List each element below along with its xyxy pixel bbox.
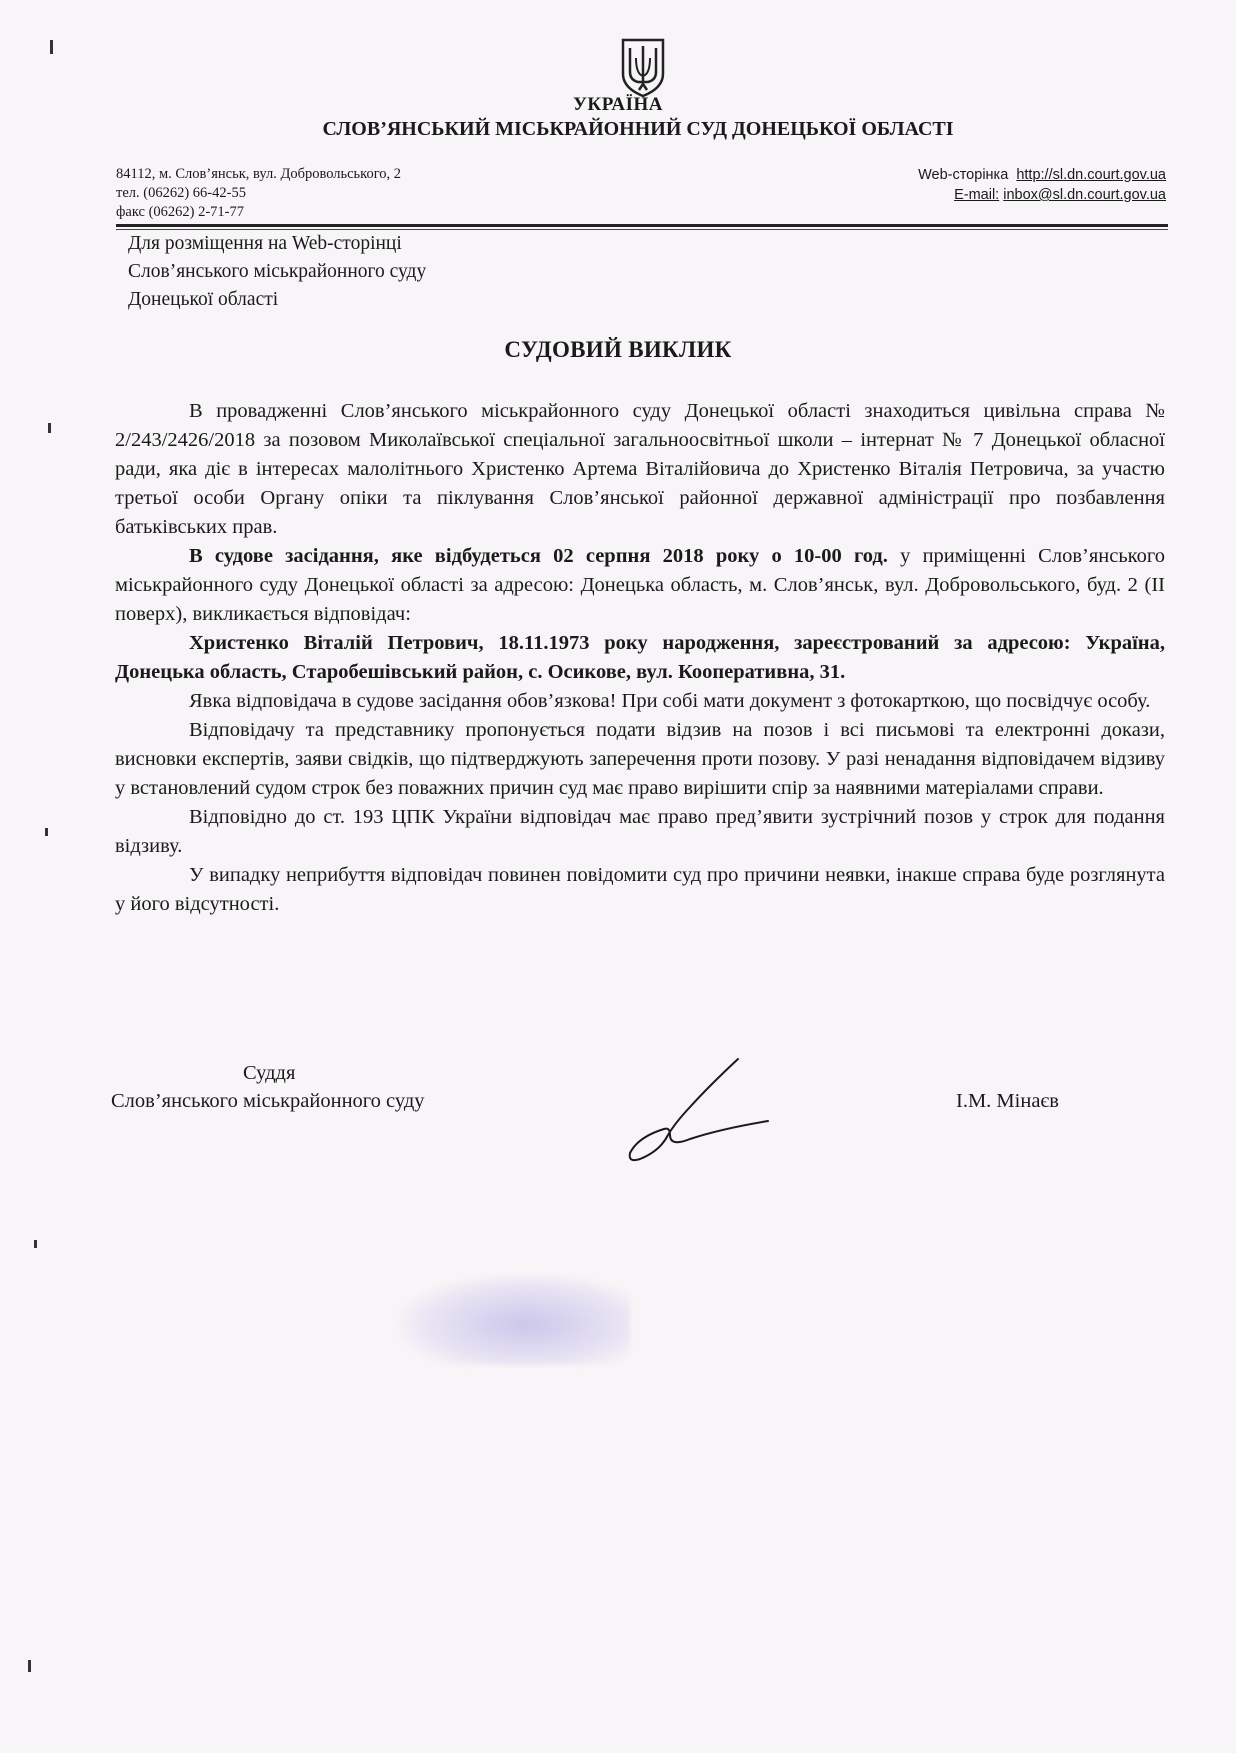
address-line: 84112, м. Слов’янськ, вул. Добровольського, 2 xyxy=(116,166,402,182)
hearing-paragraph xyxy=(115,542,1165,629)
summons-body xyxy=(115,397,1165,919)
document-title: СУДОВИЙ ВИКЛИК xyxy=(504,337,732,362)
edge-mark xyxy=(48,423,51,433)
web-link[interactable]: http://sl.dn.court.gov.ua xyxy=(1016,167,1166,183)
edge-mark xyxy=(28,1660,31,1672)
header-rule xyxy=(116,224,1168,227)
absence-paragraph: У випадку неприбуття відповідач повинен повідомити суд про причини неявки, інакше справа буде розглянута у його відсутності. xyxy=(115,864,1165,915)
faded-stamp xyxy=(400,1275,630,1365)
country-heading: УКРАЇНА xyxy=(572,94,663,115)
attendance-paragraph: Явка відповідача в судове засідання обов’язкова! При собі мати документ з фотокарткою, що посвідчує особу. xyxy=(189,690,1151,712)
email-label: E-mail: xyxy=(954,187,1000,203)
placement-line: Донецької області xyxy=(128,289,279,310)
placement-note xyxy=(128,230,426,314)
web-label: Web-сторінка xyxy=(918,167,1009,183)
defendant-paragraph xyxy=(115,629,1165,687)
ukraine-trident-emblem-icon xyxy=(620,38,666,98)
edge-mark xyxy=(45,828,48,836)
hearing-location-text: у приміщенні Слов’янського міськрайонного суду Донецької області за адресою: Донецька область, м. Слов’янськ, вул. Добровольського, буд. 2 (ІІ поверх), викликається відповідач: xyxy=(115,545,1165,625)
counterclaim-paragraph: Відповідно до ст. 193 ЦПК України відповідач має право пред’явити зустрічний позов у строк для подання відзиву. xyxy=(115,806,1165,857)
defendant-details: Христенко Віталій Петрович, 18.11.1973 року народження, зареєстрований за адресою: Україна, Донецька область, Старобешівський район, с. Осикове, вул. Кооперативна, 31. xyxy=(115,632,1165,683)
court-heading: СЛОВ’ЯНСЬКИЙ МІСЬКРАЙОННИЙ СУД ДОНЕЦЬКОЇ ОБЛАСТІ xyxy=(322,118,954,140)
placement-line: Для розміщення на Web-сторінці xyxy=(128,233,402,254)
email-link[interactable]: inbox@sl.dn.court.gov.ua xyxy=(1003,187,1166,203)
edge-mark xyxy=(50,40,53,54)
placement-line: Слов’янського міськрайонного суду xyxy=(128,261,427,282)
phone-line: тел. (06262) 66-42-55 xyxy=(116,185,246,201)
edge-mark xyxy=(34,1240,37,1248)
response-paragraph: Відповідачу та представнику пропонується подати відзив на позов і всі письмові та електронні докази, висновки експертів, заяви свідків, що підтверджують заперечення проти позову. У разі ненадання відповідачем відзиву у встановлений судом строк без поважних причин суд має право вирішити спір за наявними матеріалами справи. xyxy=(115,719,1165,799)
court-address xyxy=(116,165,401,222)
judge-title: Суддя xyxy=(243,1062,296,1084)
fax-line: факс (06262) 2-71-77 xyxy=(116,204,245,220)
hearing-date-text: В судове засідання, яке відбудеться 02 серпня 2018 року о 10-00 год. xyxy=(189,545,888,567)
judge-court: Слов’янського міськрайонного суду xyxy=(111,1090,425,1112)
case-paragraph: В провадженні Слов’янського міськрайонного суду Донецької області знаходиться цивільна справа № 2/243/2426/2018 за позовом Миколаївської спеціальної загальноосвітньої школи – інтернат № 7 Донецької обласної ради, яка діє в інтересах малолітнього Христенко Артема Віталійовича до Христенко Віталія Петровича, за участю третьої особи Органу опіки та піклування Слов’янської районної державної адміністрації про позбавлення батьківських прав. xyxy=(115,400,1165,538)
handwritten-signature xyxy=(620,1055,770,1165)
court-contacts xyxy=(918,165,1166,205)
judge-name: І.М. Мінаєв xyxy=(956,1090,1059,1112)
